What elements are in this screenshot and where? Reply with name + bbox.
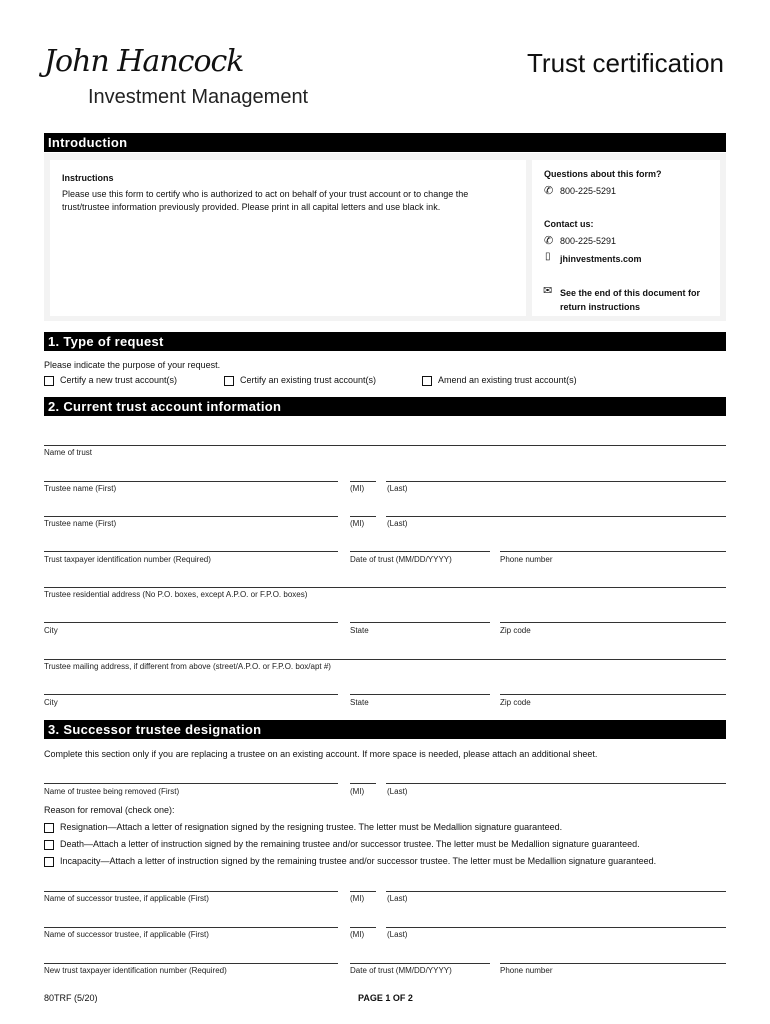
contact-phone: 800-225-5291 [560,236,617,246]
checkbox[interactable] [44,823,54,833]
logo-script: John Hancock [44,44,244,79]
section1-bar: 1. Type of request [44,332,726,351]
field-label: Name of successor trustee, if applicable (First) [44,930,209,939]
trustee-first-field[interactable] [44,516,338,517]
checkbox[interactable] [44,376,54,386]
successor-mi-field[interactable] [350,891,376,892]
section3-bar: 3. Successor trustee designation [44,720,726,739]
option-existing-trust[interactable]: Certify an existing trust account(s) [224,375,376,386]
checkbox[interactable] [44,857,54,867]
return-note: See the end of this document for return instructions [560,288,701,312]
field-label: Phone number [500,966,553,975]
city-field[interactable] [44,622,338,623]
field-label: Trustee residential address (No P.O. boxes, except A.P.O. or F.P.O. boxes) [44,590,308,599]
questions-heading: Questions about this form? [544,169,662,179]
reason-death[interactable]: Death—Attach a letter of instruction signed by the remaining trustee and/or successor trustee. The letter must be Medallion signature guaranteed. [44,839,640,850]
successor-mi-field[interactable] [350,927,376,928]
checkbox[interactable] [44,840,54,850]
section2-bar: 2. Current trust account information [44,397,726,416]
reason-incapacity[interactable]: Incapacity—Attach a letter of instruction signed by the remaining trustee and/or successor trustee. The letter must be Medallion signature guaranteed. [44,856,656,867]
field-label: (Last) [387,519,408,528]
envelope-icon: ✉ [543,285,553,297]
field-label: Name of trust [44,448,93,457]
zip-field[interactable] [500,694,726,695]
questions-phone: 800-225-5291 [560,186,617,196]
phone-field[interactable] [500,551,726,552]
trustee-first-field[interactable] [44,481,338,482]
removed-first-field[interactable] [44,783,338,784]
removed-mi-field[interactable] [350,783,376,784]
field-label: New trust taxpayer identification number (Required) [44,966,227,975]
checkbox[interactable] [422,376,432,386]
phone-icon: ✆ [544,235,554,247]
field-label: Trustee name (First) [44,519,117,528]
tin-field[interactable] [44,551,338,552]
field-label: (Last) [387,930,408,939]
successor-last-field[interactable] [386,891,726,892]
page-title: Trust certification [527,48,724,78]
instructions-panel [50,160,526,316]
field-label: Name of successor trustee, if applicable (First) [44,894,209,903]
field-label: Zip code [500,626,531,635]
field-label: (MI) [350,894,365,903]
page-number: PAGE 1 OF 2 [358,993,413,1003]
removed-last-field[interactable] [386,783,726,784]
contact-website[interactable]: jhinvestments.com [560,254,642,264]
reason-heading: Reason for removal (check one): [44,805,175,815]
instructions-heading: Instructions [62,173,114,183]
state-field[interactable] [350,694,490,695]
date-of-trust-field[interactable] [350,551,490,552]
field-label: (Last) [387,484,408,493]
trustee-last-field[interactable] [386,516,726,517]
field-label: City [44,626,58,635]
mailing-address-field[interactable] [44,659,726,660]
field-label: (MI) [350,930,365,939]
mobile-icon: ▯ [545,251,551,262]
trustee-last-field[interactable] [386,481,726,482]
field-label: Phone number [500,555,553,564]
logo-subtitle: Investment Management [88,86,309,108]
state-field[interactable] [350,622,490,623]
section1-prompt: Please indicate the purpose of your request. [44,360,221,370]
field-label: Trustee name (First) [44,484,117,493]
successor-first-field[interactable] [44,891,338,892]
successor-first-field[interactable] [44,927,338,928]
zip-field[interactable] [500,622,726,623]
date-of-trust-field[interactable] [350,963,490,964]
field-label: State [350,698,369,707]
trustee-mi-field[interactable] [350,516,376,517]
city-field[interactable] [44,694,338,695]
residential-address-field[interactable] [44,587,726,588]
field-label: State [350,626,369,635]
phone-field[interactable] [500,963,726,964]
field-label: (Last) [387,787,408,796]
field-label: (MI) [350,787,365,796]
contact-heading: Contact us: [544,219,594,229]
phone-icon: ✆ [544,185,554,197]
field-label: Trust taxpayer identification number (Required) [44,555,211,564]
form-code: 80TRF (5/20) [44,993,98,1003]
field-label: Date of trust (MM/DD/YYYY) [350,966,452,975]
intro-bar: Introduction [44,133,726,152]
new-tin-field[interactable] [44,963,338,964]
reason-resignation[interactable]: Resignation—Attach a letter of resignation signed by the resigning trustee. The letter must be Medallion signature guaranteed. [44,822,562,833]
field-label: (MI) [350,484,365,493]
trustee-mi-field[interactable] [350,481,376,482]
successor-last-field[interactable] [386,927,726,928]
field-label: Name of trustee being removed (First) [44,787,180,796]
field-label: (MI) [350,519,365,528]
option-amend-trust[interactable]: Amend an existing trust account(s) [422,375,577,386]
option-new-trust[interactable]: Certify a new trust account(s) [44,375,177,386]
checkbox[interactable] [224,376,234,386]
section3-prompt: Complete this section only if you are replacing a trustee on an existing account. If more space is needed, please attach an additional sheet. [44,749,598,759]
field-label: Zip code [500,698,531,707]
field-label: Date of trust (MM/DD/YYYY) [350,555,452,564]
field-label: City [44,698,58,707]
instructions-text: Please use this form to certify who is authorized to act on behalf of your trust account or to change the trust/trustee information previously provided. Please print in all capital letters and use black ink. [62,189,469,212]
field-label: Trustee mailing address, if different from above (street/A.P.O. or F.P.O. box/apt #) [44,662,331,671]
name-of-trust-field[interactable] [44,445,726,446]
field-label: (Last) [387,894,408,903]
